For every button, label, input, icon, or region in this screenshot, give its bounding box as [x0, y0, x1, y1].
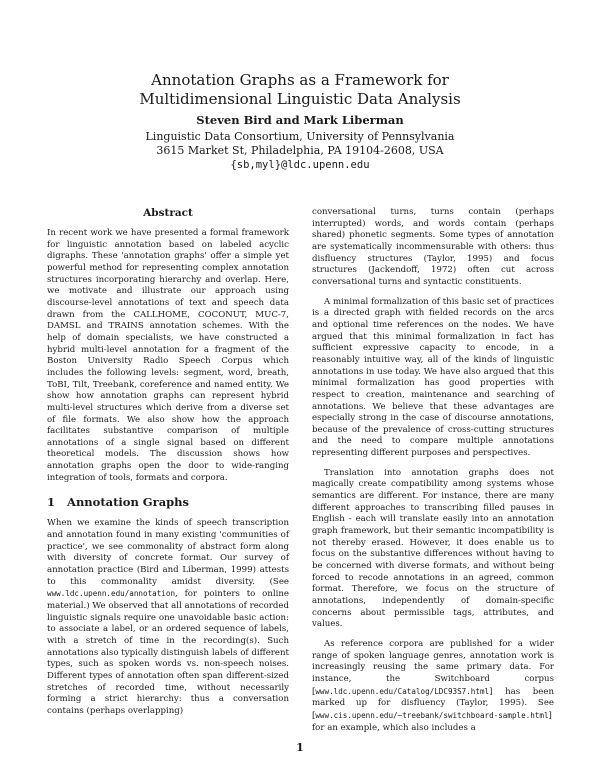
affiliation-address: 3615 Market St, Philadelphia, PA 19104-2608, USA	[156, 144, 444, 157]
title-line-2: Multidimensional Linguistic Data Analysis	[139, 90, 461, 108]
treebank-sample-link[interactable]: www.cis.upenn.edu/~treebank/switchboard-sample.html	[315, 710, 549, 720]
switchboard-catalog-link[interactable]: www.ldc.upenn.edu/Catalog/LDC93S7.html	[315, 686, 490, 696]
right-paragraph-2: A minimal formalization of this basic set of practices is a directed graph with fielded records on the arcs and optional time references on the nodes. We have argued that this minimal formalization in fact has sufficient expressive capacity to encode, in a reasonably intuitive way, all of the kinds of linguistic annotations in use today. We have also argued that this minimal formalization has good properties with respect to creation, maintenance and searching of annotations. We believe that these advantages are especially strong in the case of discourse annotations, because of the prevalence of cross-cutting structures and the need to compare multiple annotations representing different purposes and perspectives.	[312, 296, 554, 459]
left-column	[47, 207, 289, 718]
author-list: Steven Bird and Mark Liberman	[196, 113, 404, 127]
section-1-paragraph	[47, 518, 289, 717]
abstract-heading: Abstract	[143, 207, 193, 219]
section-title: Annotation Graphs	[67, 495, 190, 510]
section-1-heading	[47, 496, 289, 509]
paragraph-text: When we examine the kinds of speech transcription and annotation found in many existing 'communities of practice', we see commonality of abstract form along with diversity of concrete format. Our survey of annotation practice (Bird and Liberman, 1999) attests to this commonality amidst diversity. (See	[47, 518, 289, 587]
paragraph-text: , for pointers to online material.) We observed that all annotations of recorded linguistic signals require one unavoidable basic action: to associate a label, or an ordered sequence of labels, with a stretch of time in the recording(s). Such annotations also typically distinguish labels of different types, such as spoken words vs. non-speech noises. Different types of annotation often span different-sized stretches of recorded time, without necessarily forming a strict hierarchy: thus a conversation contains (perhaps overlapping)	[47, 589, 289, 716]
affiliation-email: {sb,myl}@ldc.upenn.edu	[230, 159, 370, 171]
paragraph-text: ] for an example, which also includes a	[312, 710, 552, 733]
paragraph-text: As reference corpora are published for a wider range of spoken language genres, annotation work is increasingly reusing the same primary data. For instance, the Switchboard corpus [	[312, 638, 554, 697]
page-number: 1	[296, 741, 304, 754]
right-paragraph-3: Translation into annotation graphs does not magically create compatibility among systems whose semantics are different. For instance, there are many different approaches to transcribing filled pauses in English - each will translate easily into an annotation graph framework, but their semantic incompatibility is not thereby erased. However, it does enable us to focus on the substantive differences without having to be concerned with diverse formats, and without being forced to recode annotations in an agreed, common format. Therefore, we focus on the structure of annotations, independently of domain-specific concerns about permissible tags, attributes, and values.	[312, 467, 554, 630]
right-paragraph-1: conversational turns, turns contain (perhaps interrupted) words, and words contain (perhaps shared) phonetic segments. Some types of annotation are systematically incommensurable with others: thus disfluency structures (Taylor, 1995) and focus structures (Jackendoff, 1972) often cut across conversational turns and syntactic constituents.	[312, 207, 554, 287]
annotation-url-link[interactable]: www.ldc.upenn.edu/annotation	[47, 589, 176, 599]
affiliation	[0, 130, 600, 172]
right-column	[312, 207, 554, 734]
section-number: 1	[47, 495, 56, 510]
title-line-1: Annotation Graphs as a Framework for	[151, 71, 449, 89]
right-paragraph-4	[312, 639, 554, 734]
affiliation-org: Linguistic Data Consortium, University of Pennsylvania	[145, 130, 455, 143]
paper-title	[0, 71, 600, 109]
paragraph-text: ] has been marked up for disfluency (Taylor, 1995). See [	[312, 686, 554, 721]
abstract-text: In recent work we have presented a formal framework for linguistic annotation based on labeled acyclic digraphs. These 'annotation graphs' offer a simple yet powerful method for representing complex annotation structures incorporating hierarchy and overlap. Here, we motivate and illustrate our approach using discourse-level annotations of text and speech data drawn from the CALLHOME, COCONUT, MUC-7, DAMSL and TRAINS annotation schemes. With the help of domain specialists, we have constructed a hybrid multi-level annotation for a fragment of the Boston University Radio Speech Corpus which includes the following levels: segment, word, breath, ToBI, Tilt, Treebank, coreference and named entity. We show how annotation graphs can represent hybrid multi-level structures which derive from a diverse set of file formats. We also show how the approach facilitates substantive comparison of multiple annotations of a single signal based on different theoretical models. The discussion shows how annotation graphs open the door to wide-ranging integration of tools, formats and corpora.	[47, 228, 289, 483]
